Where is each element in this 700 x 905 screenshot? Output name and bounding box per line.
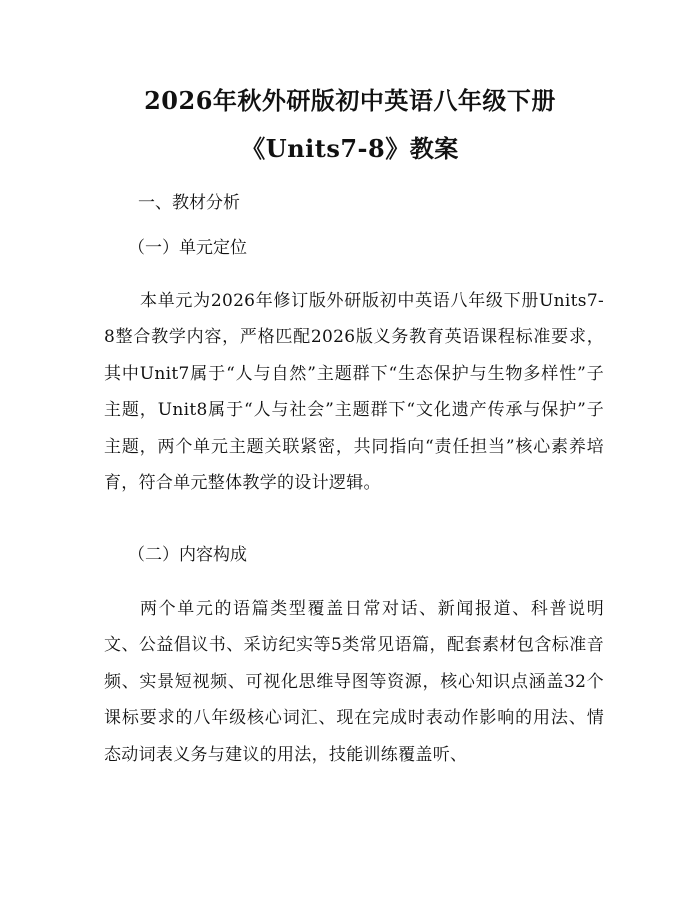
document-title-line2: 《Units7-8》教案	[241, 134, 459, 163]
paragraph-unit-positioning: 本单元为2026年修订版外研版初中英语八年级下册Units7-8整合教学内容，严格匹配2026版义务教育英语课程标准要求，其中Unit7属于“人与自然”主题群下“生态保护与生物多样性”子主题，Unit8属于“人与社会”主题群下“文化遗产传承与保护”子主题，两个单元主题关联紧密，共同指向“责任担当”核心素养培育，符合单元整体教学的设计逻辑。	[104, 291, 604, 494]
paragraph-content-composition: 两个单元的语篇类型覆盖日常对话、新闻报道、科普说明文、公益倡议书、采访纪实等5类常见语篇，配套素材包含标准音频、实景短视频、可视化思维导图等资源，核心知识点涵盖32个课标要求的八年级核心词汇、现在完成时表动作影响的用法、情态动词表义务与建议的用法，技能训练覆盖听、	[104, 599, 604, 765]
subsection-heading-unit-positioning: （一）单元定位	[128, 238, 247, 258]
document-title-line1: 2026年秋外研版初中英语八年级下册	[144, 86, 556, 115]
subsection-heading-content-composition: （二）内容构成	[128, 545, 247, 565]
section-heading-textbook-analysis: 一、教材分析	[138, 193, 240, 213]
